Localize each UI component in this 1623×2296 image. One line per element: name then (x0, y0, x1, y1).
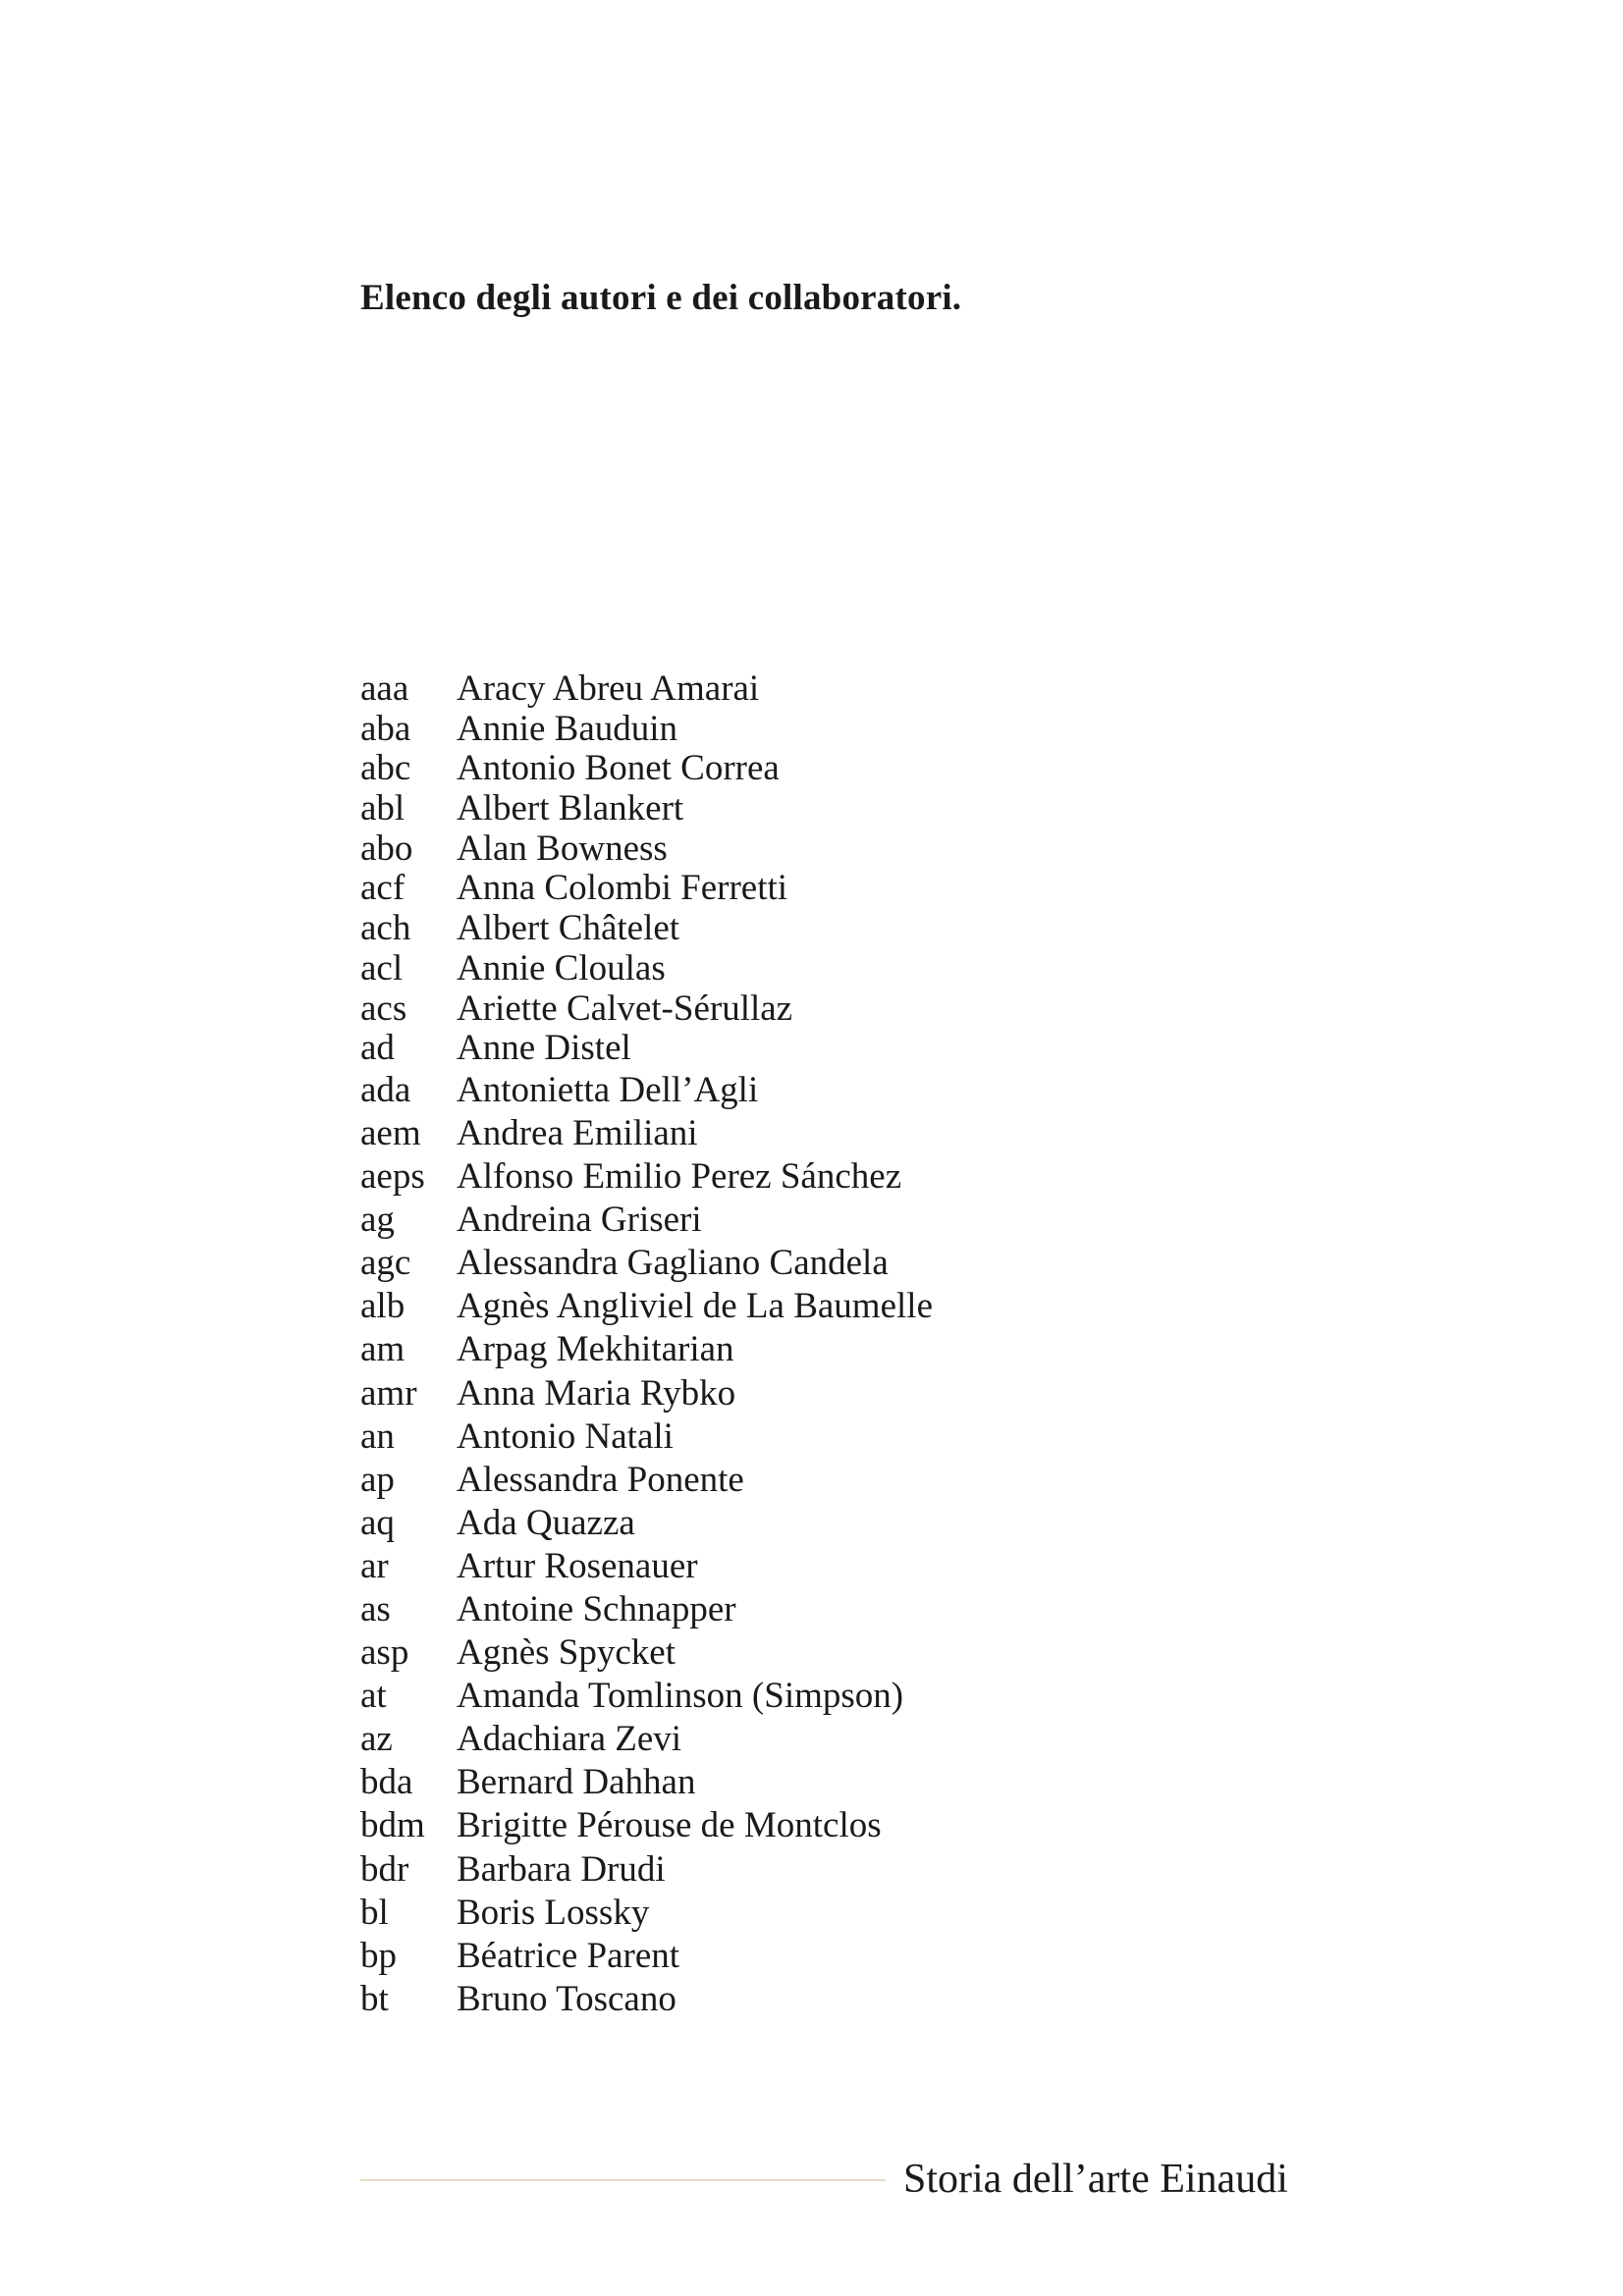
list-item (360, 869, 933, 909)
author-abbreviation: bdr (360, 1848, 409, 1890)
author-name: Anna Maria Rybko (457, 1372, 736, 1414)
list-item (360, 1761, 933, 1804)
author-abbreviation: acl (360, 947, 404, 988)
author-abbreviation: az (360, 1719, 393, 1760)
list-item (360, 1502, 933, 1545)
author-name: Alfonso Emilio Perez Sánchez (457, 1156, 902, 1198)
list-item (360, 1069, 933, 1112)
author-name: Artur Rosenauer (457, 1545, 698, 1586)
list-item (360, 1372, 933, 1415)
author-abbreviation: bdm (360, 1805, 425, 1846)
author-abbreviation: aq (360, 1502, 395, 1543)
author-name: Alan Bowness (457, 828, 668, 869)
author-name: Andreina Griseri (457, 1200, 702, 1241)
list-item (360, 789, 933, 829)
list-item (360, 1935, 933, 1978)
author-name: Albert Blankert (457, 788, 684, 829)
footer-divider (360, 2179, 886, 2181)
author-name: Albert Châtelet (457, 908, 680, 949)
author-abbreviation: at (360, 1676, 387, 1717)
list-item (360, 1848, 933, 1892)
author-name: Annie Cloulas (457, 947, 666, 988)
author-name: Andrea Emiliani (457, 1112, 698, 1153)
author-name: Arpag Mekhitarian (457, 1329, 734, 1370)
author-abbreviation: aeps (360, 1156, 425, 1198)
list-item (360, 829, 933, 870)
author-abbreviation: abl (360, 788, 406, 829)
list-item (360, 909, 933, 949)
author-name: Alessandra Gagliano Candela (457, 1243, 889, 1284)
author-abbreviation: ad (360, 1028, 395, 1069)
list-item (360, 669, 933, 710)
author-abbreviation: an (360, 1415, 395, 1457)
list-item (360, 1415, 933, 1459)
list-item (360, 1459, 933, 1502)
author-name: Boris Lossky (457, 1892, 650, 1933)
list-item (360, 1029, 933, 1069)
author-abbreviation: ach (360, 908, 411, 949)
author-abbreviation: aba (360, 708, 411, 749)
author-abbreviation: agc (360, 1243, 411, 1284)
author-abbreviation: ar (360, 1545, 389, 1586)
author-abbreviation: bl (360, 1892, 389, 1933)
list-item (360, 1631, 933, 1675)
author-name: Béatrice Parent (457, 1935, 680, 1976)
author-name: Antoine Schnapper (457, 1589, 736, 1629)
author-abbreviation: acs (360, 988, 407, 1029)
author-name: Agnès Spycket (457, 1632, 676, 1674)
author-name: Amanda Tomlinson (Simpson) (457, 1676, 904, 1717)
author-abbreviation: bt (360, 1978, 389, 2019)
list-item (360, 749, 933, 789)
list-item (360, 1978, 933, 2021)
author-list (360, 669, 933, 2021)
list-item (360, 1588, 933, 1631)
author-abbreviation: am (360, 1329, 406, 1370)
author-abbreviation: abo (360, 828, 413, 869)
author-name: Aracy Abreu Amarai (457, 668, 760, 709)
list-item (360, 1718, 933, 1761)
author-name: Bernard Dahhan (457, 1762, 696, 1803)
author-name: Brigitte Pérouse de Montclos (457, 1805, 882, 1846)
author-name: Annie Bauduin (457, 708, 678, 749)
list-item (360, 1804, 933, 1847)
author-abbreviation: bda (360, 1762, 413, 1803)
author-abbreviation: aem (360, 1112, 421, 1153)
author-abbreviation: asp (360, 1632, 409, 1674)
author-name: Ada Quazza (457, 1502, 635, 1543)
list-item (360, 1199, 933, 1242)
author-abbreviation: ap (360, 1459, 395, 1500)
author-name: Anna Colombi Ferretti (457, 868, 788, 909)
author-name: Antonio Bonet Correa (457, 748, 780, 789)
author-abbreviation: alb (360, 1286, 406, 1327)
author-abbreviation: acf (360, 868, 406, 909)
list-item (360, 710, 933, 750)
author-name: Alessandra Ponente (457, 1459, 744, 1500)
list-item (360, 1328, 933, 1371)
list-item (360, 949, 933, 989)
list-item (360, 1285, 933, 1328)
author-name: Antonietta Dell’Agli (457, 1069, 759, 1110)
list-item (360, 1155, 933, 1199)
author-abbreviation: ada (360, 1069, 411, 1110)
author-abbreviation: bp (360, 1935, 397, 1976)
author-name: Barbara Drudi (457, 1848, 666, 1890)
author-abbreviation: aaa (360, 668, 409, 709)
page-title: Elenco degli autori e dei collaboratori. (360, 278, 962, 318)
author-abbreviation: ag (360, 1200, 395, 1241)
list-item (360, 1112, 933, 1155)
author-abbreviation: as (360, 1589, 391, 1629)
footer-publication-title: Storia dell’arte Einaudi (903, 2157, 1288, 2202)
list-item (360, 1545, 933, 1588)
author-name: Ariette Calvet-Sérullaz (457, 988, 793, 1029)
author-abbreviation: abc (360, 748, 411, 789)
list-item (360, 1675, 933, 1718)
list-item (360, 1892, 933, 1935)
author-name: Bruno Toscano (457, 1978, 676, 2019)
list-item (360, 989, 933, 1030)
author-name: Agnès Angliviel de La Baumelle (457, 1286, 933, 1327)
author-name: Antonio Natali (457, 1415, 674, 1457)
author-abbreviation: amr (360, 1372, 417, 1414)
author-name: Adachiara Zevi (457, 1719, 682, 1760)
author-name: Anne Distel (457, 1028, 631, 1069)
list-item (360, 1242, 933, 1285)
